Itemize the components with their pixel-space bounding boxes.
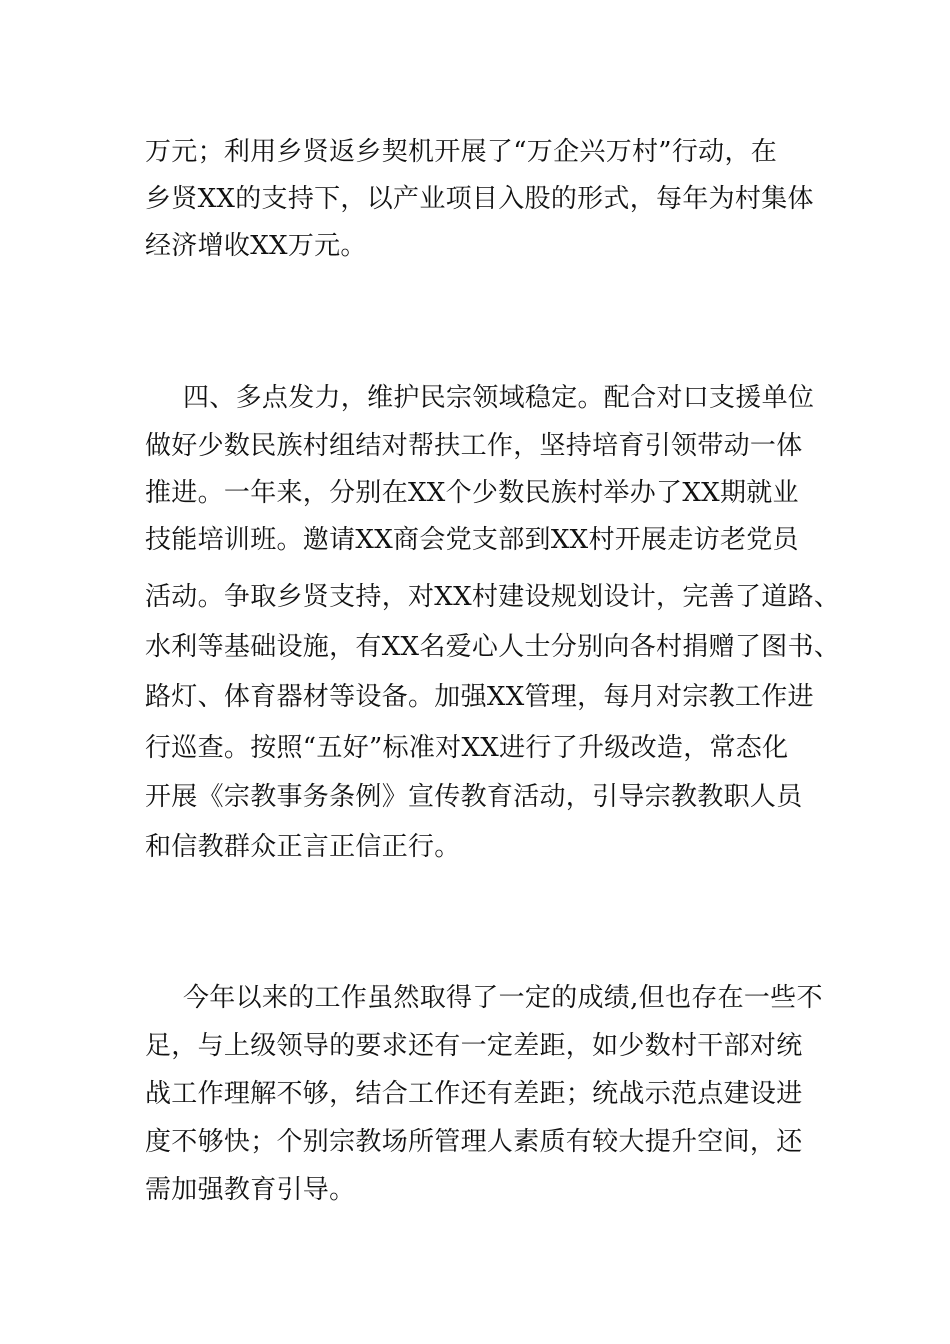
text-line: 度不够快；个别宗教场所管理人素质有较大提升空间，还 <box>145 1127 803 1157</box>
text-line: 万元；利用乡贤返乡契机开展了“万企兴万村”行动，在 <box>145 137 778 167</box>
text-line: 和信教群众正言正信正行。 <box>145 832 461 862</box>
text-line: 水利等基础设施，有XX名爱心人士分别向各村捐赠了图书、 <box>145 632 841 662</box>
text-line: 战工作理解不够，结合工作还有差距；统战示范点建设进 <box>145 1079 803 1109</box>
text-line: 今年以来的工作虽然取得了一定的成绩,但也存在一些不 <box>183 983 823 1013</box>
text-line: 做好少数民族村组结对帮扶工作，坚持培育引领带动一体 <box>145 431 803 461</box>
text-line: 推进。一年来，分别在XX个少数民族村举办了XX期就业 <box>145 478 799 508</box>
text-line: 行巡查。按照“五好”标准对XX进行了升级改造，常态化 <box>145 733 789 763</box>
text-line: 活动。争取乡贤支持，对XX村建设规划设计，完善了道路、 <box>145 582 841 612</box>
text-line: 乡贤XX的支持下，以产业项目入股的形式，每年为村集体 <box>145 184 814 214</box>
text-line: 需加强教育引导。 <box>145 1175 356 1205</box>
text-line: 经济增收XX万元。 <box>145 231 367 261</box>
text-line: 路灯、体育器材等设备。加强XX管理，每月对宗教工作进 <box>145 682 814 712</box>
text-line: 开展《宗教事务条例》宣传教育活动，引导宗教教职人员 <box>145 782 803 812</box>
text-line: 技能培训班。邀请XX商会党支部到XX村开展走访老党员 <box>145 525 799 555</box>
text-line: 四、多点发力，维护民宗领域稳定。配合对口支援单位 <box>183 383 815 413</box>
text-line: 足，与上级领导的要求还有一定差距，如少数村干部对统 <box>145 1031 803 1061</box>
